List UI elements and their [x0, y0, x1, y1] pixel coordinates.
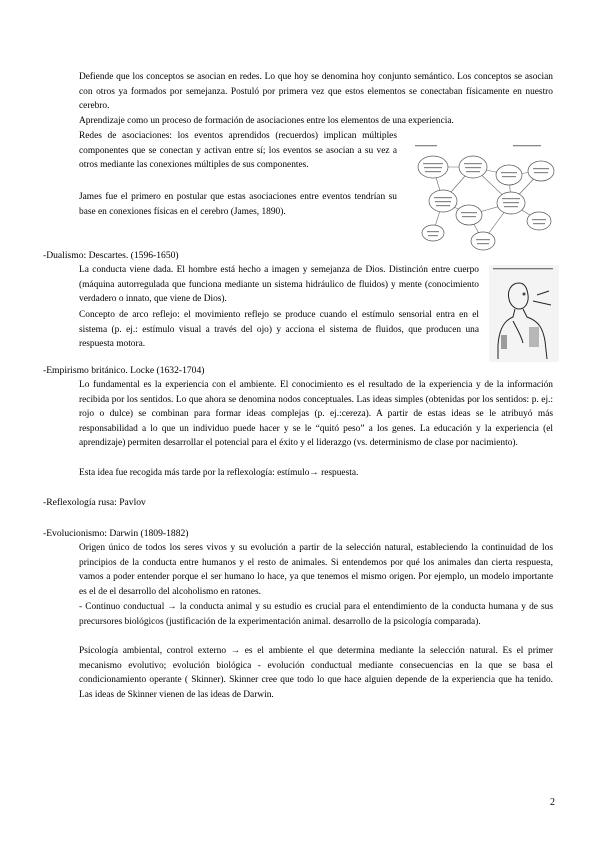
dualismo-paragraph-2: Concepto de arco reflejo: el movimiento reflejo se produce cuando el estímulo sensorial entra en el sistema (p. ej.: estímulo visual a través del ojo) y acciona el sistema de fluidos, que producen una respuesta motora.	[79, 310, 479, 350]
dualismo-paragraph-1: La conducta viene dada. El hombre está hecho a imagen y semejanza de Dios. Distinción entre cuerpo (máquina autorregulada que funciona mediante un sistema hidráulico de fluidos) y mente (conocimiento verdadero o innato, que viene de Dios).	[79, 265, 479, 305]
empirismo-paragraph-1: Lo fundamental es la experiencia con el ambiente. El conocimiento es el resultado de la experiencia y de la información recibida por los sentidos. Lo que ahora se denomina nodos conceptuales. Las ideas simples (obtenidas por los sentidos: p. ej.: rojo o dulce) se combinan para formar ideas complejas (p. ej.:cereza). A partir de estas ideas se le atribuyó más responsabilidad a lo que un individuo puede hacer y se le “quitó peso” a los genes. La educación y la experiencia (el aprendizaje) permiten desarrollar el potencial para el éxito y el liderazgo (vs. determinismo de clase por nacimiento).	[79, 380, 553, 449]
intro-paragraph-2: Aprendizaje como un proceso de formación de asociaciones entre los elementos de una experiencia.	[79, 116, 454, 126]
evolucionismo-paragraph-1: Origen único de todos los seres vivos y su evolución a partir de la selección natural, estableciendo la continuidad de los principios de la conducta entre humanos y el resto de animales. Si entendemos por qué los animales dan cierta respuesta, vamos a poder entender porque el ser humano lo hace, ya que tenemos el mismo origen. Por ejemplo, un modelo importante es el de el desarrollo del alcoholismo en ratones.	[79, 543, 553, 597]
association-network-figure	[413, 141, 561, 253]
evolucionismo-paragraph-3: Psicología ambiental, control externo → es el ambiente el que determina mediante la selección natural. Es el primer mecanismo evolutivo; evolución biológica - evolución conductual mediante consecuencias en la que se basa el condicionamiento operante ( Skinner). Skinner cree que todo lo que hace alguien depende de la experiencia que ha tenido. Las ideas de Skinner vienen de las ideas de Darwin.	[79, 646, 553, 700]
section-heading-evolucionismo: -Evolucionismo: Darwin (1809-1882)	[43, 528, 189, 539]
intro-paragraph-1: Defiende que los conceptos se asocian en redes. Lo que hoy se denomina hoy conjunto semántico. Los conceptos se asocian con otros ya formados por semejanza. Postuló por primera vez que estos elementos se conectaban físicamente en nuestro cerebro.	[79, 72, 553, 112]
page-number: 2	[550, 797, 555, 808]
section-heading-empirismo: -Empirismo británico. Locke (1632-1704)	[43, 365, 205, 376]
evolucionismo-paragraph-2: - Continuo conductual → la conducta animal y su estudio es crucial para el entendimiento de la conducta humana y de sus precursores biológicos (justificación de la experimentación animal. desarrollo de la psicología comparada).	[79, 602, 553, 627]
intro-paragraph-3: Redes de asociaciones: los eventos aprendidos (recuerdos) implican múltiples componentes que se conectan y activan entre sí; los eventos se asocian a su vez a otros mediante las conexiones múltiples de sus componentes.	[79, 131, 397, 171]
intro-paragraph-4: James fue el primero en postular que estas asociaciones entre eventos tendrían su base en conexiones físicas en el cerebro (James, 1890).	[79, 192, 397, 217]
descartes-reflex-illustration	[489, 265, 559, 362]
section-heading-dualismo: -Dualismo: Descartes. (1596-1650)	[43, 250, 179, 261]
section-heading-reflexologia: -Reflexología rusa: Pavlov	[43, 497, 146, 508]
empirismo-paragraph-2: Esta idea fue recogida más tarde por la reflexología: estímulo→ respuesta.	[79, 468, 359, 478]
